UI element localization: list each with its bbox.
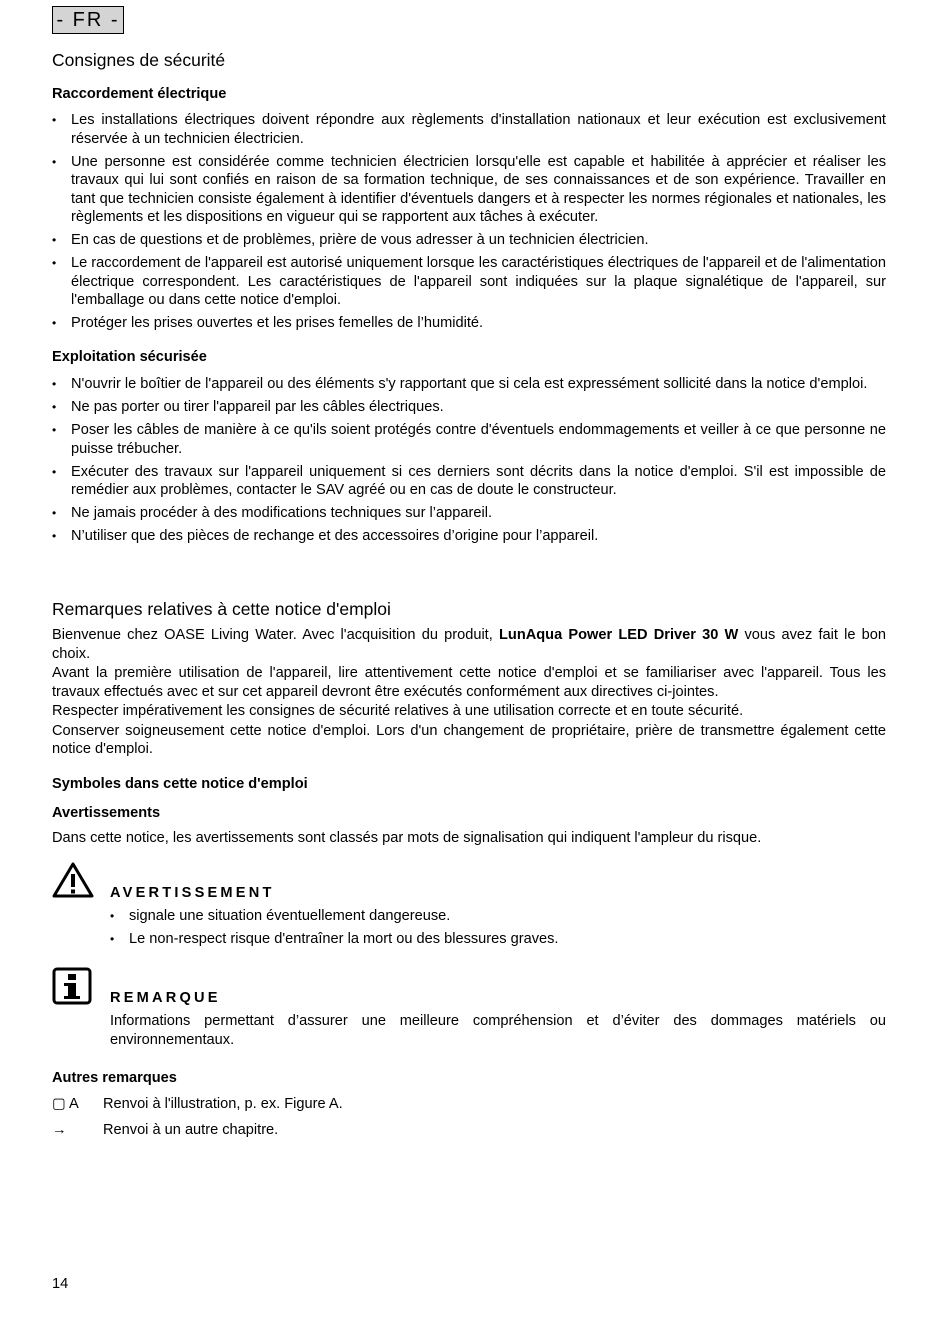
list-item: • Ne jamais procéder à des modifications techniques sur l’appareil. [52, 504, 886, 523]
safety-title: Consignes de sécurité [52, 50, 226, 70]
list-item: • N'ouvrir le boîtier de l'appareil ou des éléments s'y rapportant que si cela est expressément sollicité dans la notice d'emploi. [52, 375, 886, 394]
intro-paragraph [52, 626, 886, 663]
list-item: • Poser les câbles de manière à ce qu'ils soient protégés contre d'éventuels endommagements et veiller à ce que personne ne puisse trébucher. [52, 421, 886, 458]
intro-text: Bienvenue chez OASE Living Water. Avec l'acquisition du produit, [52, 627, 499, 643]
product-name: LunAqua Power LED Driver 30 W [498, 627, 739, 643]
operation-list-block [52, 375, 886, 550]
electrical-list-block [52, 111, 886, 337]
note-text: Informations permettant d’assurer une meilleure compréhension et d’éviter des dommages matériels ou environnementaux. [110, 1013, 886, 1048]
intro-text-end: vous avez fait le bon choix. [52, 627, 886, 662]
arrow-right-icon: → [52, 1122, 67, 1138]
operation-list [52, 375, 886, 546]
list-item: • Protéger les prises ouvertes et les prises femelles de l’humidité. [52, 314, 886, 333]
warning-label: AVERTISSEMENT [110, 885, 275, 901]
symbol-description: Renvoi à un autre chapitre. [103, 1122, 279, 1138]
info-icon [52, 967, 92, 1009]
symbol-row [52, 1094, 452, 1114]
symbol-description: Renvoi à l'illustration, p. ex. Figure A. [103, 1096, 343, 1112]
electrical-list [52, 111, 886, 333]
page-number: 14 [52, 1276, 69, 1292]
symbols-heading: Symboles dans cette notice d'emploi [52, 776, 308, 792]
list-item: • Ne pas porter ou tirer l'appareil par les câbles électriques. [52, 398, 886, 417]
notes-body [52, 626, 886, 760]
warnings-heading: Avertissements [52, 805, 161, 821]
paragraph: Avant la première utilisation de l'appareil, lire attentivement cette notice d'emploi et se familiariser avec l'appareil. Tous les travaux effectués avec et sur cet appareil devront être exécutés conformément aux directives ci-jointes. [52, 665, 886, 700]
warning-list [110, 907, 886, 949]
paragraph: Conserver soigneusement cette notice d'emploi. Lors d'un changement de propriétaire, prière de transmettre également cette notice d'emploi. [52, 722, 886, 757]
list-item: • signale une situation éventuellement dangereuse. [110, 907, 886, 926]
electrical-heading: Raccordement électrique [52, 86, 227, 102]
list-item: • Les installations électriques doivent répondre aux règlements d'installation nationaux et leur exécution est exclusivement réservée à un technicien électricien. [52, 111, 886, 148]
list-item: • Exécuter des travaux sur l'appareil uniquement si ces derniers sont décrits dans la notice d'emploi. S'il est impossible de remédier aux problèmes, contacter le SAV agréé ou en cas de doute le constructeur. [52, 463, 886, 500]
other-notes-heading: Autres remarques [52, 1070, 177, 1086]
list-item: • Le raccordement de l'appareil est autorisé uniquement lorsque les caractéristiques électriques de l'appareil et de l'alimentation électrique correspondent. Les caractéristiques de l'appareil sont indiquées sur la plaque signalétique de l'appareil, sur l'emballage ou dans cette notice d'emploi. [52, 254, 886, 310]
paragraph: Respecter impérativement les consignes de sécurité relatives à une utilisation correcte et en toute sécurité. [52, 703, 744, 719]
warning-triangle-icon [52, 861, 94, 903]
list-item: • Une personne est considérée comme technicien électricien lorsqu'elle est capable et habilitée à apprécier et réaliser les travaux qui lui sont confiés en raison de sa formation technique, de ses connaissances et de son expérience. Travailler en tant que technicien consiste également à identifier d'éventuels dangers et à respecter les normes régionales et nationales, les règlements et les dispositions en vigueur qui se rapportent aux tâches à exécuter. [52, 153, 886, 227]
warning-list-block [110, 907, 886, 953]
notes-title: Remarques relatives à cette notice d'emploi [52, 599, 391, 619]
symbol-row [52, 1120, 452, 1140]
list-item: • N’utiliser que des pièces de rechange et des accessoires d’origine pour l’appareil. [52, 527, 886, 546]
list-item: • Le non-respect risque d'entraîner la mort ou des blessures graves. [110, 930, 886, 949]
language-badge: - FR - [52, 6, 124, 34]
warnings-text: Dans cette notice, les avertissements sont classés par mots de signalisation qui indiquent l'ampleur du risque. [52, 830, 762, 846]
figure-reference-icon: ▢ A [52, 1096, 79, 1112]
note-label: REMARQUE [110, 990, 221, 1006]
list-item: • En cas de questions et de problèmes, prière de vous adresser à un technicien électricien. [52, 231, 886, 250]
operation-heading: Exploitation sécurisée [52, 349, 207, 365]
